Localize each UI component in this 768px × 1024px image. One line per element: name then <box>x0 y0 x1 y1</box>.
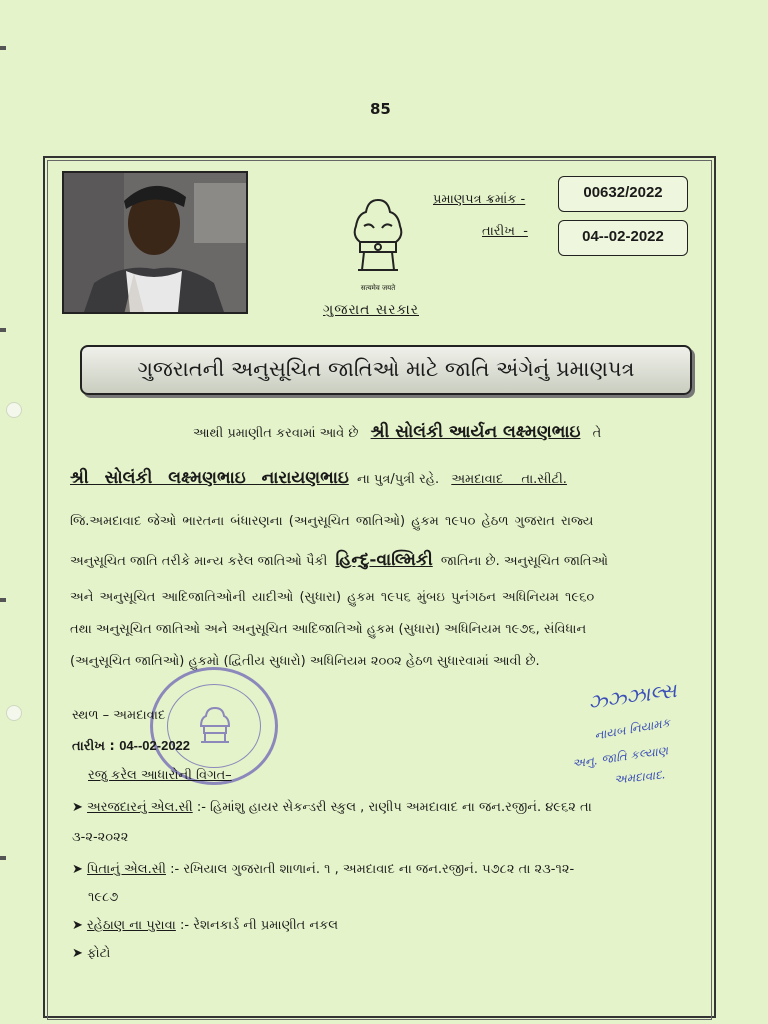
issue-date-line: તારીખ : 04--02-2022 <box>72 738 191 754</box>
certificate-title: ગુજરાતની અનુસૂચિત જાતિઓ માટે જાતિ અંગેનું પ્રમાણપત્ર <box>80 345 692 395</box>
certificate-date-label: તારીખ - <box>482 224 528 239</box>
place-line: સ્થળ – અમદાવાદ <box>72 708 166 723</box>
binder-mark <box>0 856 6 860</box>
bullet-arrow-icon: ➤ <box>72 946 83 961</box>
document-item: ➤ પિતાનું એલ.સી :- રખિયાલ ગુજરાતી શાળાનં. ૧ , અમદાવાદ ના જન.રજીનં. ૫૭૮૨ તા ૨૩-૧૨- <box>72 862 575 877</box>
body-line-5: અને અનુસૂચિત આદિજાતિઓની યાદીઓ (સુધારા) હુકમ ૧૯૫૬ મુંબઇ પુનંગઠન અધિનિયમ ૧૯૬૦ <box>70 590 595 605</box>
officer-designation: નાયબ નિયામક <box>593 715 672 743</box>
body-line-4: અનુસૂચિત જાતિ તરીકે માન્ય કરેલ જાતિઓ પૈકી હિન્દુ-વાલ્મિકી જાતિના છે. અનુસૂચિત જાતિઓ <box>70 550 609 570</box>
applicant-photo <box>62 171 248 314</box>
body-line-3: જિ.અમદાવાદ જેઓ ભારતના બંધારણના (અનુસૂચિત જાતિઓ) હુકમ ૧૯૫૦ હેઠળ ગુજરાત રાજ્ય <box>70 514 594 529</box>
body-line-6: તથા અનુસૂચિત જાતિઓ અને અનુસૂચિત આદિજાતિઓ હુકમ (સુધારા) અધિનિયમ ૧૯૭૬, સંવિધાન <box>70 622 587 637</box>
caste-name: હિન્દુ-વાલ્મિકી <box>335 550 433 570</box>
father-name: શ્રી સોલંકી લક્ષ્મણભાઇ નારાયણભાઇ <box>70 468 349 488</box>
officer-department: અનુ. જાતિ કલ્યાણ <box>571 743 669 771</box>
certificate-number-label: પ્રમાણપત્ર ક્રમાંક - <box>433 192 526 207</box>
binder-mark <box>0 328 6 332</box>
body-line-2: શ્રી સોલંકી લક્ષ્મણભાઇ નારાયણભાઇ ના પુત્ર/પુત્રી રહે. અમદાવાદ તા.સીટી. <box>70 468 567 488</box>
document-item: ➤ અરજદારનું એલ.સી :- હિમાંશુ હાયર સેકન્ડરી સ્કુલ , રાણીપ અમદાવાદ ના જન.રજીનં. ૪૯૬૨ તા <box>72 800 592 815</box>
body-line-1: આથી પ્રમાણીત કરવામાં આવે છે શ્રી સોલંકી આર્યન લક્ષ્મણભાઇ તે <box>193 422 602 442</box>
applicant-name: શ્રી સોલંકી આર્યન લક્ષ્મણભાઇ <box>370 422 581 442</box>
punch-hole <box>6 402 22 418</box>
documents-heading: રજુ કરેલ આધારોની વિગત– <box>88 768 232 783</box>
national-emblem-icon <box>338 192 418 292</box>
bullet-arrow-icon: ➤ <box>72 800 83 815</box>
document-item-continued: ૩-૨-૨૦૨૨ <box>72 830 129 845</box>
document-item-continued: ૧૯૮૭ <box>88 890 119 905</box>
document-item: ➤ રહેઠાણ ના પુરાવા :- રેશનકાર્ડ ની પ્રમાણીત નકલ <box>72 918 339 933</box>
binder-mark <box>0 598 6 602</box>
punch-hole <box>6 705 22 721</box>
page-number: 85 <box>370 100 391 118</box>
certificate-number: 00632/2022 <box>558 176 688 212</box>
bullet-arrow-icon: ➤ <box>72 862 83 877</box>
body-line-7: (અનુસૂચિત જાતિઓ) હુકમો (દ્વિતીય સુધારો) અધિનિયમ ૨૦૦૨ હેઠળ સુધારવામાં આવી છે. <box>70 654 540 669</box>
issue-date: 04--02-2022 <box>119 738 191 753</box>
binder-mark <box>0 46 6 50</box>
emblem-motto: सत्यमेव जयते <box>360 284 396 292</box>
officer-signature: ઝ્ઝ્ઝાલ્સ <box>586 677 678 715</box>
bullet-arrow-icon: ➤ <box>72 918 83 933</box>
residence: અમદાવાદ તા.સીટી. <box>451 472 567 487</box>
certificate-date: 04--02-2022 <box>558 220 688 256</box>
officer-city: અમદાવાદ. <box>613 767 667 787</box>
document-item: ➤ ફોટો <box>72 946 111 961</box>
government-name: ગુજરાત સરકાર <box>323 302 419 318</box>
